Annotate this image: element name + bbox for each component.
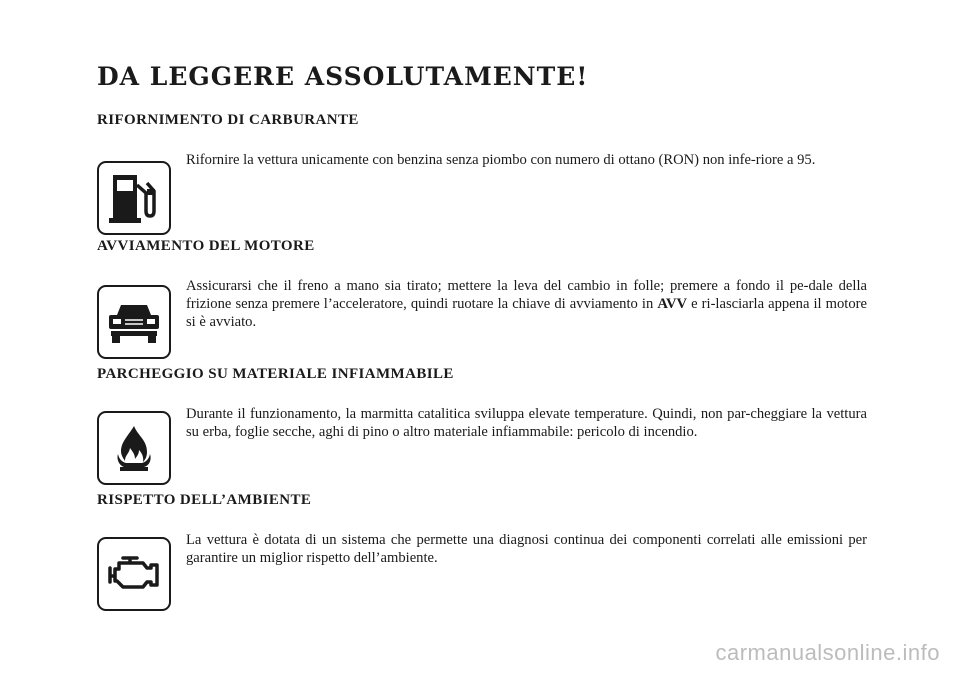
section-text: [186, 271, 867, 331]
section-title: AVVIAMENTO DEL MOTORE: [97, 238, 315, 254]
section-title: RISPETTO DELL’AMBIENTE: [97, 492, 312, 508]
section-text: La vettura è dotata di un sistema che permette una diagnosi continua dei componenti correlati alle emissioni per garantire un miglior rispetto dell’ambiente.: [186, 531, 867, 566]
section-text-part: Assicurarsi che il freno a mano sia tirato; mettere la leva del cambio in folle; premere a fondo il pe-dale della frizione senza premere l’acceleratore, quindi ruotare la chiave di avviamento in: [186, 277, 867, 312]
watermark-text: carmanualsonline.info: [715, 640, 940, 665]
page-title: DA LEGGERE ASSOLUTAMENTE!: [97, 62, 589, 91]
section-engine-start: [97, 236, 867, 345]
flame-icon: [97, 411, 171, 485]
key-position-label: AVV: [657, 295, 688, 312]
car-front-icon: [97, 285, 171, 359]
section-fuel: [97, 110, 867, 183]
section-text: Rifornire la vettura unicamente con benzina senza piombo con numero di ottano (RON) non infe-riore a 95.: [186, 151, 816, 168]
section-text: Durante il funzionamento, la marmitta catalitica sviluppa elevate temperature. Quindi, non par-cheggiare la vettura su erba, foglie secche, aghi di pino o altro materiale infiammabile: pericolo di incendio.: [186, 405, 867, 440]
section-parking: [97, 364, 867, 455]
section-title: PARCHEGGIO SU MATERIALE INFIAMMABILE: [97, 366, 454, 382]
section-title: RIFORNIMENTO DI CARBURANTE: [97, 112, 359, 128]
fuel-pump-icon: [97, 161, 171, 235]
engine-warning-icon: [97, 537, 171, 611]
section-environment: [97, 490, 867, 581]
section-text-part: e ri-lasciarla appena il motore si è avviato.: [186, 295, 867, 330]
